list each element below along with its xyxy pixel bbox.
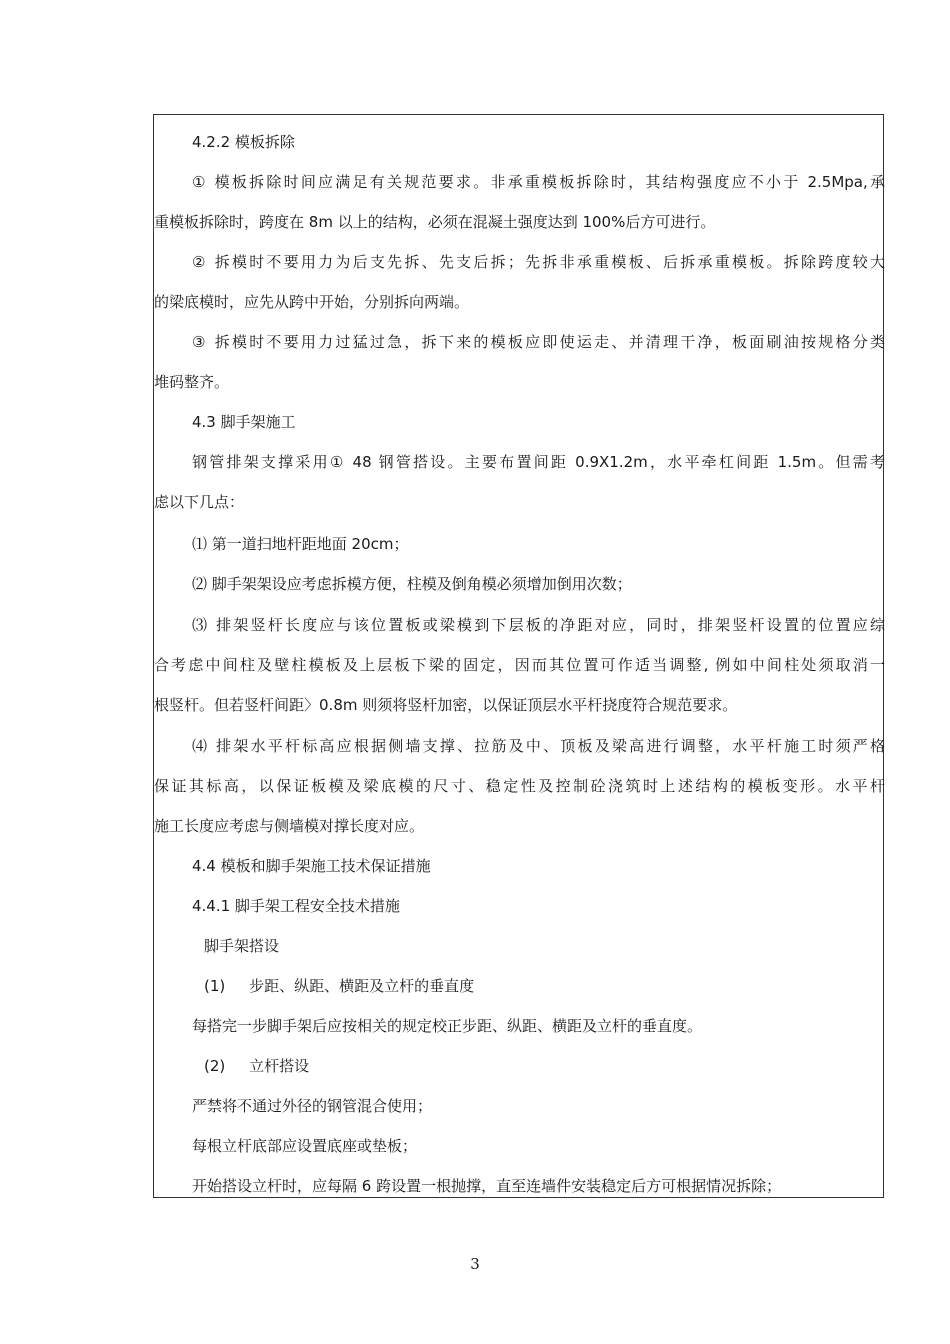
paragraph-line: 的梁底模时，应先从跨中开始，分别拆向两端。 bbox=[154, 293, 470, 311]
list-item: ⑷ 排架水平杆标高应根据侧墙支撑、拉筋及中、顶板及梁高进行调整，水平杆施工时须严格 bbox=[192, 737, 885, 755]
page-number: 3 bbox=[470, 1255, 480, 1273]
paragraph-line: 每搭完一步脚手架后应按相关的规定校正步距、纵距、横距及立杆的垂直度。 bbox=[192, 1017, 703, 1035]
paragraph-line: 保证其标高，以保证板模及梁底模的尺寸、稳定性及控制砼浇筑时上述结构的模板变形。水平杆 bbox=[154, 777, 885, 795]
paragraph-line: ③ 拆模时不要用力过猛过急，拆下来的模板应即使运走、并清理干净，板面刷油按规格分类 bbox=[192, 333, 885, 351]
list-item: ⑶ 排架竖杆长度应与该位置板或梁模到下层板的净距对应，同时，排架竖杆设置的位置应综 bbox=[192, 616, 885, 634]
numbered-item: (2) 立杆搭设 bbox=[204, 1057, 310, 1075]
heading-4-2-2: 4.2.2 模板拆除 bbox=[192, 133, 295, 151]
paragraph-line: 根竖杆。但若竖杆间距〉0.8m 则须将竖杆加密，以保证顶层水平杆挠度符合规范要求。 bbox=[154, 696, 738, 714]
paragraph-line: 虑以下几点： bbox=[154, 493, 245, 511]
paragraph-line: 堆码整齐。 bbox=[154, 373, 230, 391]
paragraph-line: 开始搭设立杆时，应每隔 6 跨设置一根抛撑，直至连墙件安装稳定后方可根据情况拆除； bbox=[192, 1177, 782, 1195]
numbered-item: (1) 步距、纵距、横距及立杆的垂直度 bbox=[204, 977, 475, 995]
heading-4-4: 4.4 模板和脚手架施工技术保证措施 bbox=[192, 857, 431, 875]
content-frame bbox=[153, 114, 884, 1198]
paragraph-line: 每根立杆底部应设置底座或垫板； bbox=[192, 1137, 418, 1155]
paragraph-line: 重模板拆除时，跨度在 8m 以上的结构，必须在混凝土强度达到 100%后方可进行。 bbox=[154, 213, 716, 231]
paragraph-line: 合考虑中间柱及壁柱模板及上层板下梁的固定，因而其位置可作适当调整, 例如中间柱处须取消一 bbox=[154, 656, 885, 674]
paragraph-line: 钢管排架支撑采用① 48 钢管搭设。主要布置间距 0.9X1.2m，水平牵杠间距 1.5m。但需考 bbox=[192, 453, 885, 471]
paragraph-line: ② 拆模时不要用力为后支先拆、先支后拆；先拆非承重模板、后拆承重模板。拆除跨度较大 bbox=[192, 253, 885, 271]
paragraph-line: ① 模板拆除时间应满足有关规范要求。非承重模板拆除时，其结构强度应不小于 2.5Mpa,承 bbox=[192, 173, 885, 191]
list-item: ⑴ 第一道扫地杆距地面 20cm； bbox=[192, 535, 409, 553]
subheading: 脚手架搭设 bbox=[204, 937, 280, 955]
paragraph-line: 施工长度应考虑与侧墙模对撑长度对应。 bbox=[154, 817, 425, 835]
list-item: ⑵ 脚手架架设应考虑拆模方便，柱模及倒角模必须增加倒用次数； bbox=[192, 575, 632, 593]
heading-4-4-1: 4.4.1 脚手架工程安全技术措施 bbox=[192, 897, 400, 915]
heading-4-3: 4.3 脚手架施工 bbox=[192, 413, 296, 431]
paragraph-line: 严禁将不通过外径的钢管混合使用； bbox=[192, 1097, 433, 1115]
